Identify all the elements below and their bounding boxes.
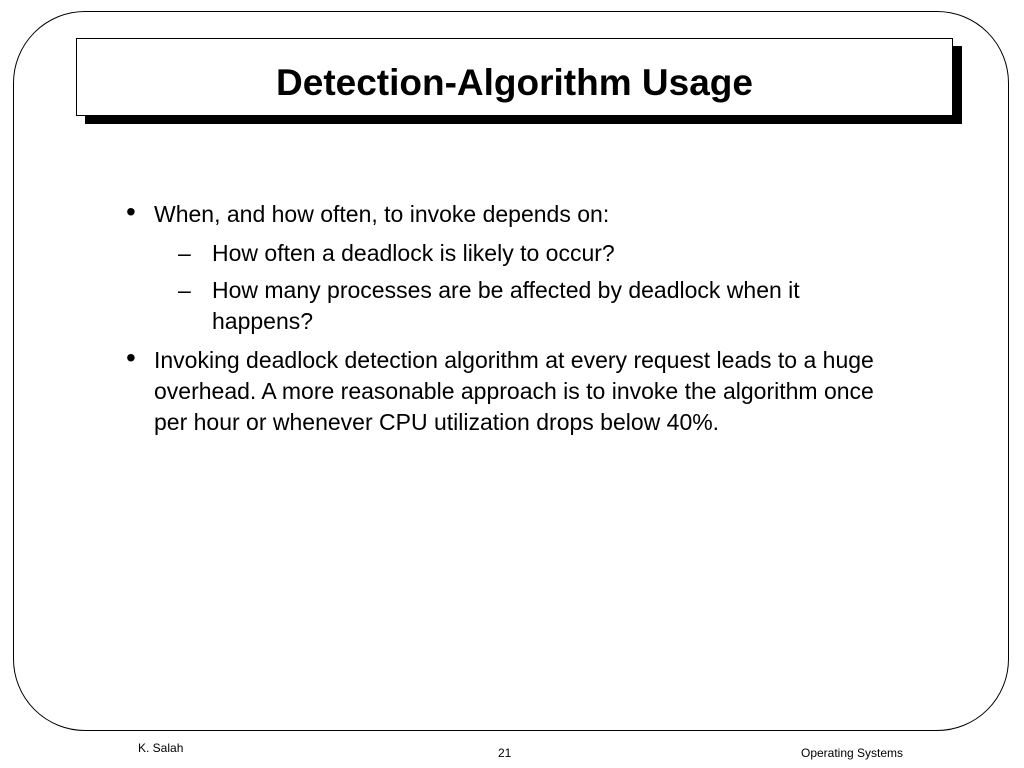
bullet-item bbox=[126, 196, 906, 230]
footer-course: Operating Systems bbox=[801, 746, 904, 760]
sub-list bbox=[126, 238, 906, 337]
sub-item-text: How many processes are be affected by deadlock when it happens? bbox=[212, 277, 800, 334]
footer-author: K. Salah bbox=[138, 741, 184, 755]
bullet-marker: • bbox=[126, 196, 136, 227]
bullet-text: When, and how often, to invoke depends on: bbox=[154, 201, 610, 227]
dash-marker: – bbox=[178, 277, 191, 303]
slide-title: Detection-Algorithm Usage bbox=[276, 62, 753, 103]
dash-marker: – bbox=[178, 240, 191, 266]
sub-item bbox=[126, 275, 906, 337]
bullet-text: Invoking deadlock detection algorithm at every request leads to a huge overhead. A more reasonable approach is to invoke the algorithm once per hour or whenever CPU utilization drops below 40%. bbox=[154, 347, 874, 435]
sub-item bbox=[126, 238, 906, 269]
sub-item-text: How often a deadlock is likely to occur? bbox=[212, 240, 615, 266]
bullet-item bbox=[126, 342, 906, 438]
title-box bbox=[76, 38, 953, 116]
footer-page-number: 21 bbox=[498, 746, 512, 760]
slide-content bbox=[126, 196, 906, 446]
bullet-marker: • bbox=[126, 342, 136, 373]
